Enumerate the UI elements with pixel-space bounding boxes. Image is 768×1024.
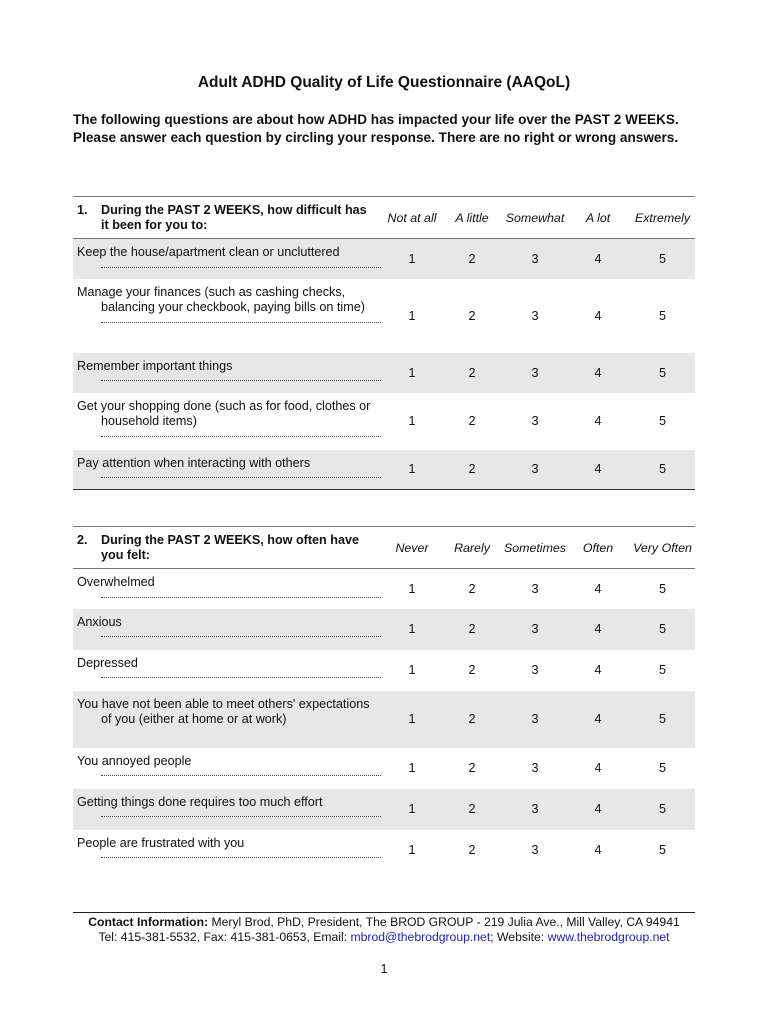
- option-4[interactable]: 4: [566, 691, 630, 748]
- website-link[interactable]: www.thebrodgroup.net: [547, 930, 670, 944]
- option-3[interactable]: 3: [504, 239, 566, 279]
- item-label: Manage your finances (such as cashing checks, balancing your checkbook, paying bills on time): [73, 279, 384, 353]
- option-5[interactable]: 5: [658, 761, 666, 775]
- option-3[interactable]: 3: [504, 609, 566, 650]
- option-4[interactable]: 4: [566, 609, 630, 650]
- option-5[interactable]: 5: [658, 308, 666, 323]
- option-2[interactable]: 2: [440, 353, 504, 393]
- table-row: [73, 609, 695, 650]
- option-4[interactable]: 4: [566, 450, 630, 490]
- option-2[interactable]: 2: [440, 239, 504, 279]
- option-3[interactable]: 3: [504, 353, 566, 393]
- table-row: [73, 691, 695, 748]
- section1-option-header: A little: [455, 210, 489, 225]
- option-5[interactable]: 5: [630, 789, 695, 830]
- option-5[interactable]: 5: [630, 450, 695, 490]
- option-4[interactable]: 4: [594, 843, 602, 857]
- section1-option-header: Extremely: [634, 210, 691, 225]
- email-link[interactable]: mbrod@thebrodgroup.net: [350, 930, 491, 944]
- option-5[interactable]: 5: [658, 581, 666, 596]
- item-label: People are frustrated with you: [73, 830, 384, 871]
- answer-line: [101, 851, 381, 858]
- table-row: [73, 450, 695, 490]
- option-1[interactable]: 1: [384, 450, 440, 490]
- item-label: Anxious: [73, 609, 384, 650]
- table-row: [73, 650, 695, 691]
- option-3[interactable]: 3: [531, 581, 539, 596]
- option-4[interactable]: 4: [594, 414, 602, 428]
- section2-option-header: Sometimes: [504, 540, 566, 555]
- option-5[interactable]: 5: [658, 843, 666, 857]
- option-4[interactable]: 4: [594, 761, 602, 775]
- answer-line: [101, 471, 381, 478]
- contact-line: [73, 915, 695, 930]
- item-label: Get your shopping done (such as for food, clothes or household items): [73, 393, 384, 450]
- section1-option-header: Somewhat: [505, 210, 565, 225]
- contact-label: Contact Information:: [88, 915, 209, 929]
- option-1[interactable]: 1: [384, 609, 440, 650]
- option-4[interactable]: 4: [566, 789, 630, 830]
- section1-question-text: During the PAST 2 WEEKS, how difficult has it been for you to:: [101, 202, 367, 232]
- option-2[interactable]: 2: [468, 581, 476, 596]
- answer-line: [101, 630, 381, 637]
- option-5[interactable]: 5: [658, 663, 666, 677]
- section2-option-header: Often: [582, 540, 614, 555]
- item-label: Overwhelmed: [73, 569, 384, 609]
- option-5[interactable]: 5: [630, 691, 695, 748]
- phone-text: Tel: 415-381-5532, Fax: 415-381-0653, Email:: [98, 930, 351, 944]
- option-3[interactable]: 3: [531, 414, 539, 428]
- section1-table: [73, 196, 695, 490]
- answer-line: [101, 591, 381, 598]
- option-4[interactable]: 4: [594, 581, 602, 596]
- option-3[interactable]: 3: [531, 761, 539, 775]
- item-label: Keep the house/apartment clean or uncluttered: [73, 239, 384, 279]
- option-1[interactable]: 1: [408, 414, 416, 428]
- item-label: Pay attention when interacting with others: [73, 450, 384, 490]
- answer-line: [101, 769, 381, 776]
- option-3[interactable]: 3: [531, 663, 539, 677]
- item-label: Remember important things: [73, 353, 384, 393]
- contact-footer: [73, 912, 695, 945]
- option-2[interactable]: 2: [468, 761, 476, 775]
- item-label: Getting things done requires too much effort: [73, 789, 384, 830]
- answer-line: [101, 671, 381, 678]
- answer-line: [101, 316, 381, 323]
- option-3[interactable]: 3: [504, 789, 566, 830]
- section2-number: 2.: [77, 532, 88, 547]
- option-1[interactable]: 1: [408, 581, 416, 596]
- section2-question-text: During the PAST 2 WEEKS, how often have you felt:: [101, 532, 359, 562]
- option-2[interactable]: 2: [468, 308, 476, 323]
- page-number: 1: [380, 962, 388, 976]
- option-1[interactable]: 1: [384, 353, 440, 393]
- option-2[interactable]: 2: [440, 789, 504, 830]
- option-1[interactable]: 1: [384, 691, 440, 748]
- section2-option-header: Never: [395, 540, 429, 555]
- section2-table: [73, 526, 695, 871]
- option-3[interactable]: 3: [531, 308, 539, 323]
- table-row: [73, 748, 695, 789]
- page-title: Adult ADHD Quality of Life Questionnaire (AAQoL): [197, 74, 571, 91]
- contact-text: Meryl Brod, PhD, President, The BROD GROUP - 219 Julia Ave., Mill Valley, CA 94941: [208, 915, 680, 929]
- item-label: You have not been able to meet others' expectations of you (either at home or at work): [73, 691, 384, 748]
- answer-line: [101, 261, 381, 268]
- option-1[interactable]: 1: [408, 843, 416, 857]
- option-5[interactable]: 5: [630, 609, 695, 650]
- item-label: Depressed: [73, 650, 384, 691]
- option-2[interactable]: 2: [468, 663, 476, 677]
- option-2[interactable]: 2: [440, 450, 504, 490]
- option-3[interactable]: 3: [504, 450, 566, 490]
- item-label: You annoyed people: [73, 748, 384, 789]
- table-row: [73, 393, 695, 450]
- option-2[interactable]: 2: [440, 691, 504, 748]
- option-1[interactable]: 1: [408, 761, 416, 775]
- option-2[interactable]: 2: [468, 843, 476, 857]
- option-5[interactable]: 5: [658, 414, 666, 428]
- option-3[interactable]: 3: [531, 843, 539, 857]
- phone-line: [73, 930, 695, 945]
- table-row: [73, 569, 695, 609]
- option-5[interactable]: 5: [630, 239, 695, 279]
- option-4[interactable]: 4: [566, 239, 630, 279]
- table-row: [73, 239, 695, 279]
- option-2[interactable]: 2: [468, 414, 476, 428]
- option-3[interactable]: 3: [504, 691, 566, 748]
- table-row: [73, 830, 695, 871]
- section1-number: 1.: [77, 202, 88, 217]
- option-4[interactable]: 4: [594, 308, 602, 323]
- option-1[interactable]: 1: [384, 789, 440, 830]
- answer-line: [101, 374, 381, 381]
- option-1[interactable]: 1: [408, 308, 416, 323]
- website-label: ; Website:: [490, 930, 548, 944]
- section2-question: [73, 527, 384, 569]
- answer-line: [101, 810, 381, 817]
- section1-question: [73, 197, 384, 239]
- option-4[interactable]: 4: [594, 663, 602, 677]
- section2-option-header: Rarely: [454, 540, 490, 555]
- option-1[interactable]: 1: [408, 663, 416, 677]
- table-row: [73, 789, 695, 830]
- table-row: [73, 353, 695, 393]
- option-2[interactable]: 2: [440, 609, 504, 650]
- instructions: The following questions are about how ADHD has impacted your life over the PAST 2 WEEKS. Please answer each question by circling your response. There are no right or wrong answers.: [73, 112, 679, 145]
- option-4[interactable]: 4: [566, 353, 630, 393]
- section1-option-header: Not at all: [387, 210, 437, 225]
- answer-line: [101, 430, 381, 437]
- section1-option-header: A lot: [585, 210, 611, 225]
- option-5[interactable]: 5: [630, 353, 695, 393]
- option-1[interactable]: 1: [384, 239, 440, 279]
- table-row: [73, 279, 695, 353]
- section2-option-header: Very Often: [633, 540, 692, 555]
